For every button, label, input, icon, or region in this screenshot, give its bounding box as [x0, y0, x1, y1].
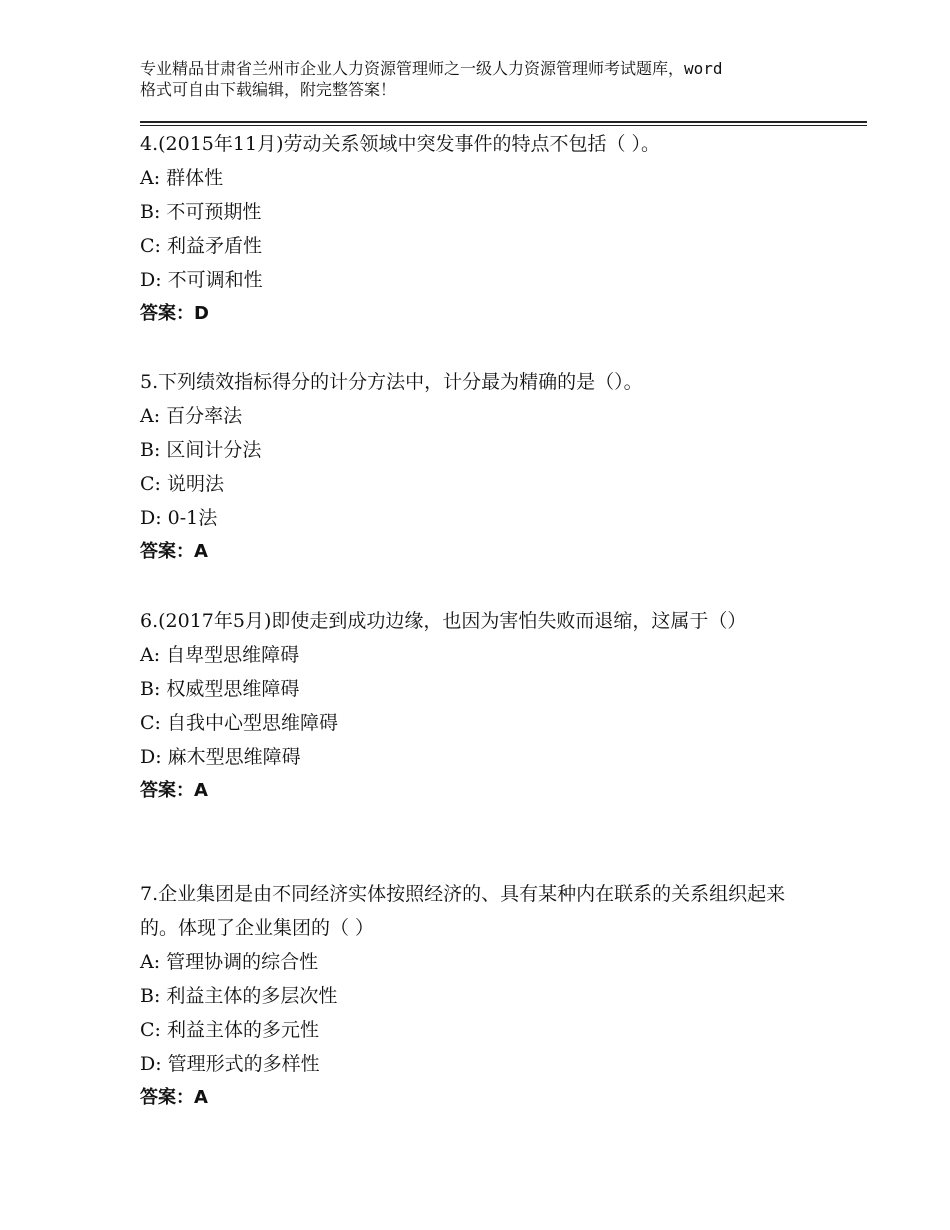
option-b: B: 权威型思维障碍: [140, 678, 300, 700]
option-a: A: 管理协调的综合性: [140, 951, 319, 973]
option-d: D: 麻木型思维障碍: [140, 746, 301, 768]
question-text: 5.下列绩效指标得分的计分方法中，计分最为精确的是（）。: [140, 371, 643, 393]
option-c: C: 说明法: [140, 473, 224, 495]
answer: 答案：D: [140, 303, 209, 324]
document-header: [140, 58, 830, 100]
option-d: D: 0-1法: [140, 507, 218, 529]
option-a: A: 自卑型思维障碍: [140, 644, 300, 666]
option-d: D: 管理形式的多样性: [140, 1053, 320, 1075]
option-c: C: 利益矛盾性: [140, 235, 262, 257]
question-text: 4.(2015年11月)劳动关系领域中突发事件的特点不包括（ ）。: [140, 133, 661, 155]
option-c: C: 利益主体的多元性: [140, 1019, 319, 1041]
answer: 答案：A: [140, 1087, 208, 1108]
option-b: B: 不可预期性: [140, 201, 262, 223]
question-4: [140, 127, 840, 331]
option-a: A: 百分率法: [140, 405, 243, 427]
header-line-2: 格式可自由下载编辑，附完整答案！: [140, 80, 397, 99]
question-text: 7.企业集团是由不同经济实体按照经济的、具有某种内在联系的关系组织起来的。体现了企业集团的（ ）: [140, 883, 786, 939]
question-7: [140, 877, 800, 1115]
option-b: B: 利益主体的多层次性: [140, 985, 338, 1007]
header-rule-thin: [140, 125, 867, 126]
option-b: B: 区间计分法: [140, 439, 262, 461]
question-text: 6.(2017年5月)即使走到成功边缘，也因为害怕失败而退缩，这属于（）: [140, 610, 747, 632]
option-c: C: 自我中心型思维障碍: [140, 712, 338, 734]
header-line-1: 专业精品甘肃省兰州市企业人力资源管理师之一级人力资源管理师考试题库，word: [140, 59, 723, 78]
answer: 答案：A: [140, 541, 208, 562]
answer: 答案：A: [140, 780, 208, 801]
option-d: D: 不可调和性: [140, 269, 263, 291]
question-6: [140, 604, 800, 808]
option-a: A: 群体性: [140, 167, 224, 189]
header-rule-thick: [140, 121, 867, 123]
question-5: [140, 365, 840, 569]
